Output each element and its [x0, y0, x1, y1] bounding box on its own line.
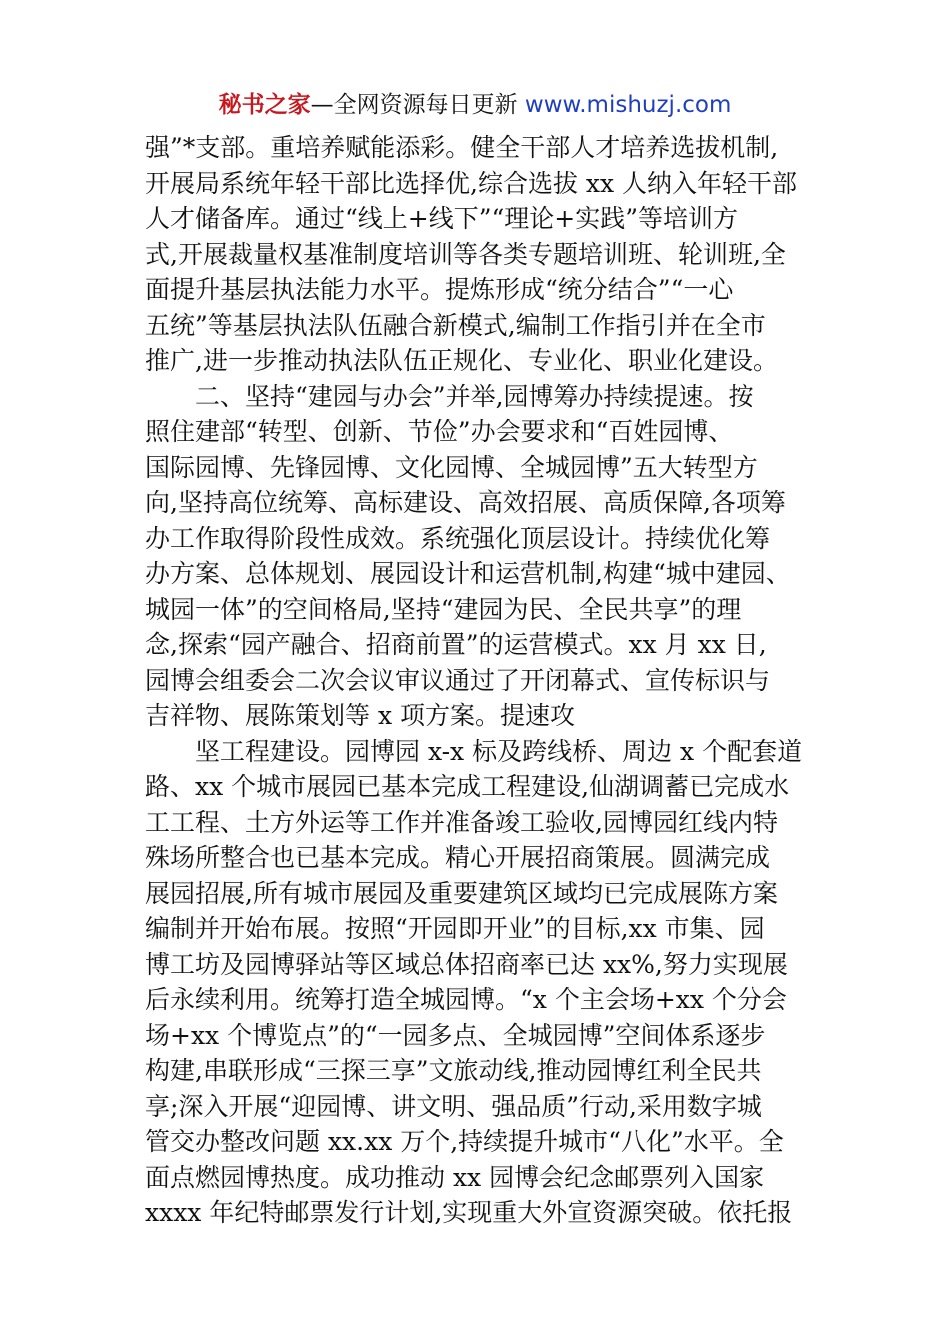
text-line: 享;深入开展“迎园博、讲文明、强品质”行动,采用数字城 — [145, 1091, 762, 1121]
text-line: 工工程、土方外运等工作并准备竣工验收,园博园红线内特 — [145, 807, 778, 837]
text-line: 园博会组委会二次会议审议通过了开闭幕式、宣传标识与 — [145, 665, 771, 695]
header-slogan: —全网资源每日更新 — [310, 92, 525, 118]
text-line: 五统”等基层执法队伍融合新模式,编制工作指引并在全市 — [145, 310, 766, 340]
text-line: 办方案、总体规划、展园设计和运营机制,构建“城中建园、 — [145, 559, 791, 588]
text-line: 坚工程建设。园博园 x-x 标及跨线桥、周边 x 个配套道 — [145, 736, 803, 766]
text-line: 照住建部“转型、创新、节俭”办会要求和“百姓园博、 — [145, 417, 734, 446]
site-url-link[interactable]: www.mishuzj.com — [524, 92, 732, 118]
text-line: 开展局系统年轻干部比选择优,综合选拔 xx 人纳入年轻干部 — [145, 168, 798, 198]
text-line: 人才储备库。通过“线上+线下”“理论+实践”等培训方 — [145, 204, 739, 233]
text-line: 后永续利用。统筹打造全城园博。“x 个主会场+xx 个分会 — [145, 985, 787, 1014]
text-line: 向,坚持高位统筹、高标建设、高效招展、高质保障,各项筹 — [145, 488, 786, 517]
text-line: 面提升基层执法能力水平。提炼形成“统分结合”“一心 — [145, 275, 734, 304]
text-line: 场+xx 个博览点”的“一园多点、全城园博”空间体系逐步 — [145, 1020, 766, 1050]
text-line: 城园一体”的空间格局,坚持“建园为民、全民共享”的理 — [145, 594, 742, 624]
brand-name: 秘书之家 — [218, 92, 311, 118]
text-line: 强”*支部。重培养赋能添彩。健全干部人才培养选拔机制, — [145, 133, 779, 162]
text-line: 编制并开始布展。按照“开园即开业”的目标,xx 市集、园 — [145, 914, 765, 943]
text-line: 式,开展裁量权基准制度培训等各类专题培训班、轮训班,全 — [145, 239, 786, 269]
text-line: 推广,进一步推动执法队伍正规化、专业化、职业化建设。 — [145, 346, 778, 375]
text-line: 构建,串联形成“三探三享”文旅动线,推动园博红利全民共 — [145, 1056, 762, 1085]
text-line: 博工坊及园博驿站等区域总体招商率已达 xx%,努力实现展 — [145, 949, 788, 979]
document-body — [145, 130, 810, 1231]
text-line: 吉祥物、展陈策划等 x 项方案。提速攻 — [145, 701, 575, 730]
text-line: xxxx 年纪特邮票发行计划,实现重大外宣资源突破。依托报 — [145, 1198, 793, 1227]
text-line: 面点燃园博热度。成功推动 xx 园博会纪念邮票列入国家 — [145, 1162, 765, 1192]
text-line: 殊场所整合也已基本完成。精心开展招商策展。圆满完成 — [145, 843, 771, 872]
page-header — [0, 88, 950, 122]
text-line: 二、坚持“建园与办会”并举,园博筹办持续提速。按 — [145, 381, 754, 411]
text-line: 国际园博、先锋园博、文化园博、全城园博”五大转型方 — [145, 452, 758, 482]
text-line: 展园招展,所有城市展园及重要建筑区域均已完成展陈方案 — [145, 878, 778, 908]
text-line: 管交办整改问题 xx.xx 万个,持续提升城市“八化”水平。全 — [145, 1127, 784, 1156]
text-line: 路、xx 个城市展园已基本完成工程建设,仙湖调蓄已完成水 — [145, 772, 790, 801]
text-line: 办工作取得阶段性成效。系统强化顶层设计。持续优化筹 — [145, 523, 771, 553]
text-line: 念,探索“园产融合、招商前置”的运营模式。xx 月 xx 日, — [145, 630, 767, 659]
